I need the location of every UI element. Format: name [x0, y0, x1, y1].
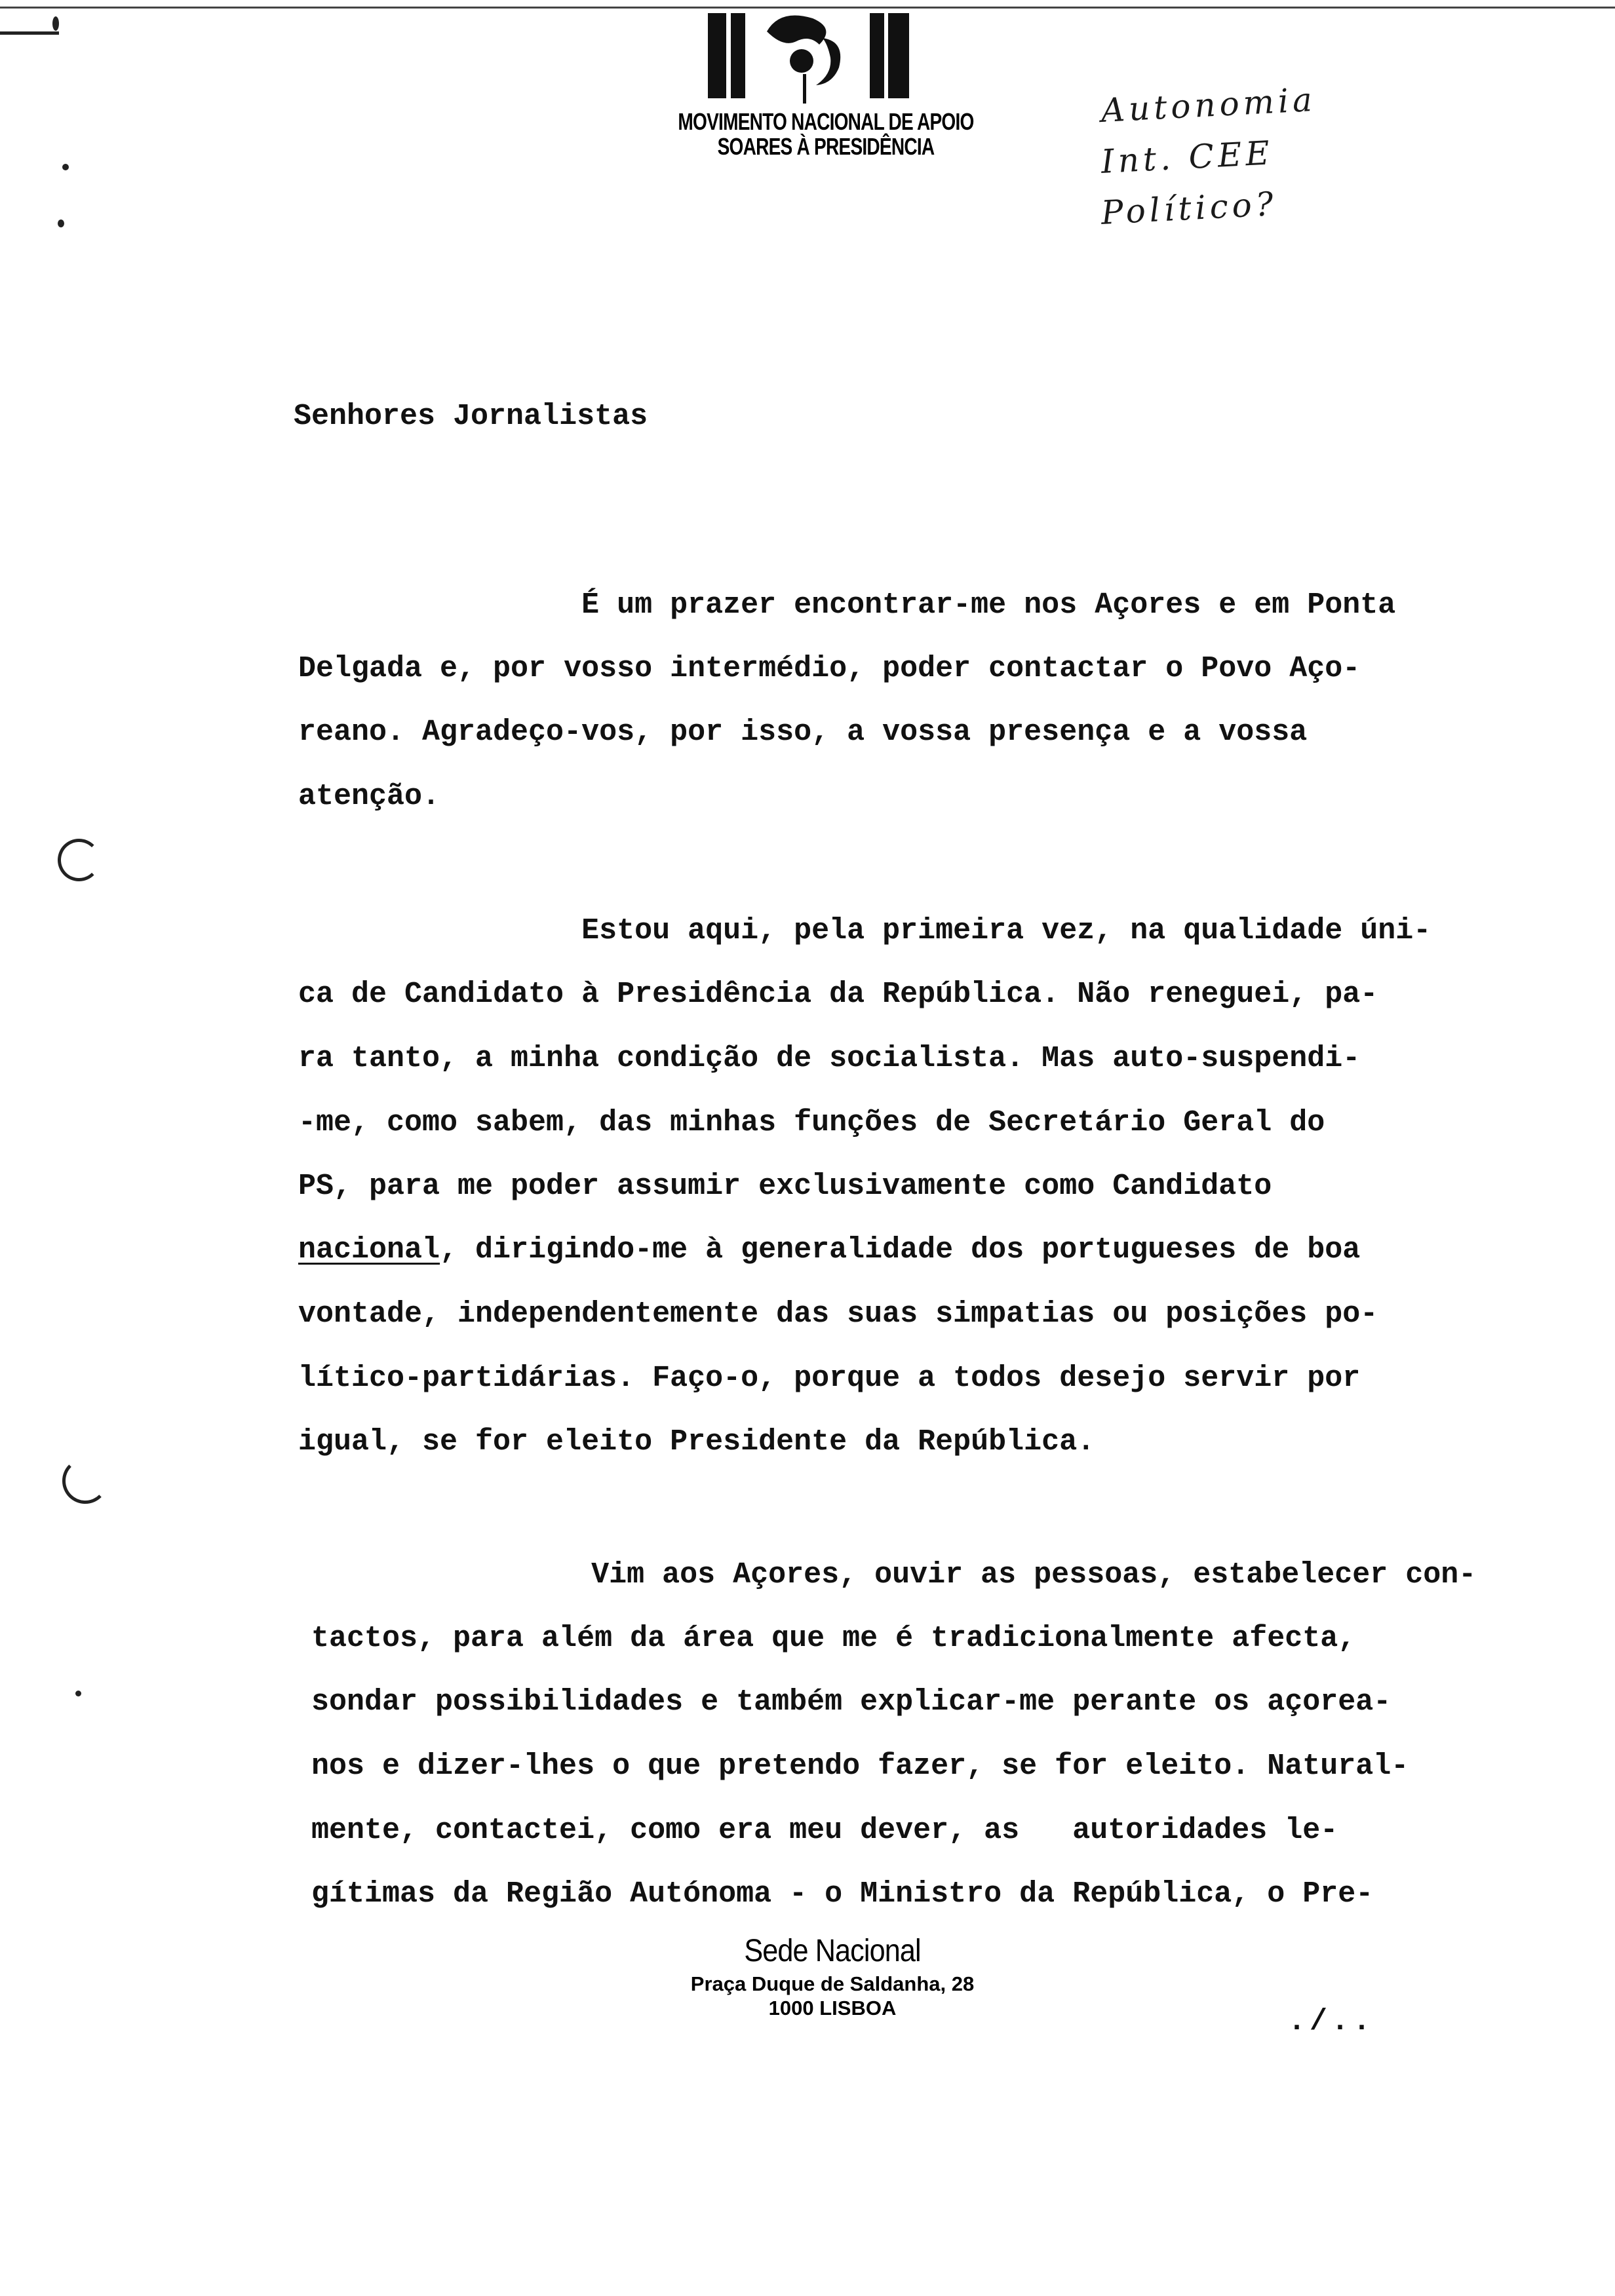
scan-mark — [75, 1691, 81, 1696]
body-line: nos e dizer-lhes o que pretendo fazer, se for eleito. Natural- — [311, 1750, 1409, 1783]
letter-greeting: Senhores Jornalistas — [294, 400, 648, 433]
footer-title: Sede Nacional — [744, 1934, 921, 1968]
continuation-mark: ./.. — [1288, 2005, 1375, 2038]
body-line: gítimas da Região Autónoma - o Ministro da República, o Pre- — [311, 1877, 1374, 1911]
body-line: -me, como sabem, das minhas funções de Secretário Geral do — [298, 1106, 1325, 1139]
body-line: reano. Agradeço-vos, por isso, a vossa presença e a vossa — [298, 716, 1308, 749]
handwritten-note-line: Autonomia — [1100, 80, 1317, 130]
body-line: sondar possibilidades e também explicar-me perante os açorea- — [311, 1685, 1391, 1719]
body-line: ca de Candidato à Presidência da República. Não reneguei, pa- — [298, 978, 1378, 1011]
footer-city: 1000 LISBOA — [768, 1997, 897, 2019]
handwritten-note-line: Int. CEE — [1100, 134, 1275, 181]
handwritten-note-line: Político? — [1100, 184, 1278, 232]
body-line: atenção. — [298, 780, 440, 813]
top-left-rule-mark — [0, 31, 59, 35]
scan-mark — [58, 839, 100, 881]
body-line: lítico-partidárias. Faço-o, porque a todos desejo servir por — [298, 1362, 1361, 1395]
body-line: ra tanto, a minha condição de socialista. Mas auto-suspendi- — [298, 1042, 1361, 1075]
body-line-continuation: , dirigindo-me à generalidade dos portugueses de boa — [440, 1233, 1361, 1267]
underlined-word: nacional — [298, 1233, 440, 1267]
body-line: Estou aqui, pela primeira vez, na qualidade úni- — [298, 914, 1431, 947]
body-line: tactos, para além da área que me é tradicionalmente afecta, — [311, 1622, 1356, 1655]
movement-logo-icon — [705, 12, 914, 117]
body-line: Vim aos Açores, ouvir as pessoas, estabelecer con- — [308, 1558, 1477, 1592]
scan-mark — [58, 220, 64, 227]
body-line: É um prazer encontrar-me nos Açores e em Ponta — [298, 588, 1396, 622]
body-line: mente, contactei, como era meu dever, as autoridades le- — [311, 1814, 1338, 1847]
body-line: igual, se for eleito Presidente da República. — [298, 1425, 1095, 1459]
scan-mark — [52, 16, 59, 31]
body-line: PS, para me poder assumir exclusivamente como Candidato — [298, 1170, 1272, 1203]
scan-mark — [62, 1458, 108, 1504]
organization-name-line2: SOARES À PRESIDÊNCIA — [717, 133, 935, 160]
handwritten-note — [1100, 80, 1442, 239]
scan-mark — [62, 164, 69, 170]
footer-address: Praça Duque de Saldanha, 28 — [690, 1972, 975, 1995]
top-rule-line — [0, 7, 1615, 9]
organization-name-line1: MOVIMENTO NACIONAL DE APOIO — [678, 108, 974, 135]
body-line — [298, 1233, 1360, 1267]
body-line: vontade, independentemente das suas simpatias ou posições po- — [298, 1297, 1378, 1331]
body-line: Delgada e, por vosso intermédio, poder contactar o Povo Aço- — [298, 652, 1361, 685]
